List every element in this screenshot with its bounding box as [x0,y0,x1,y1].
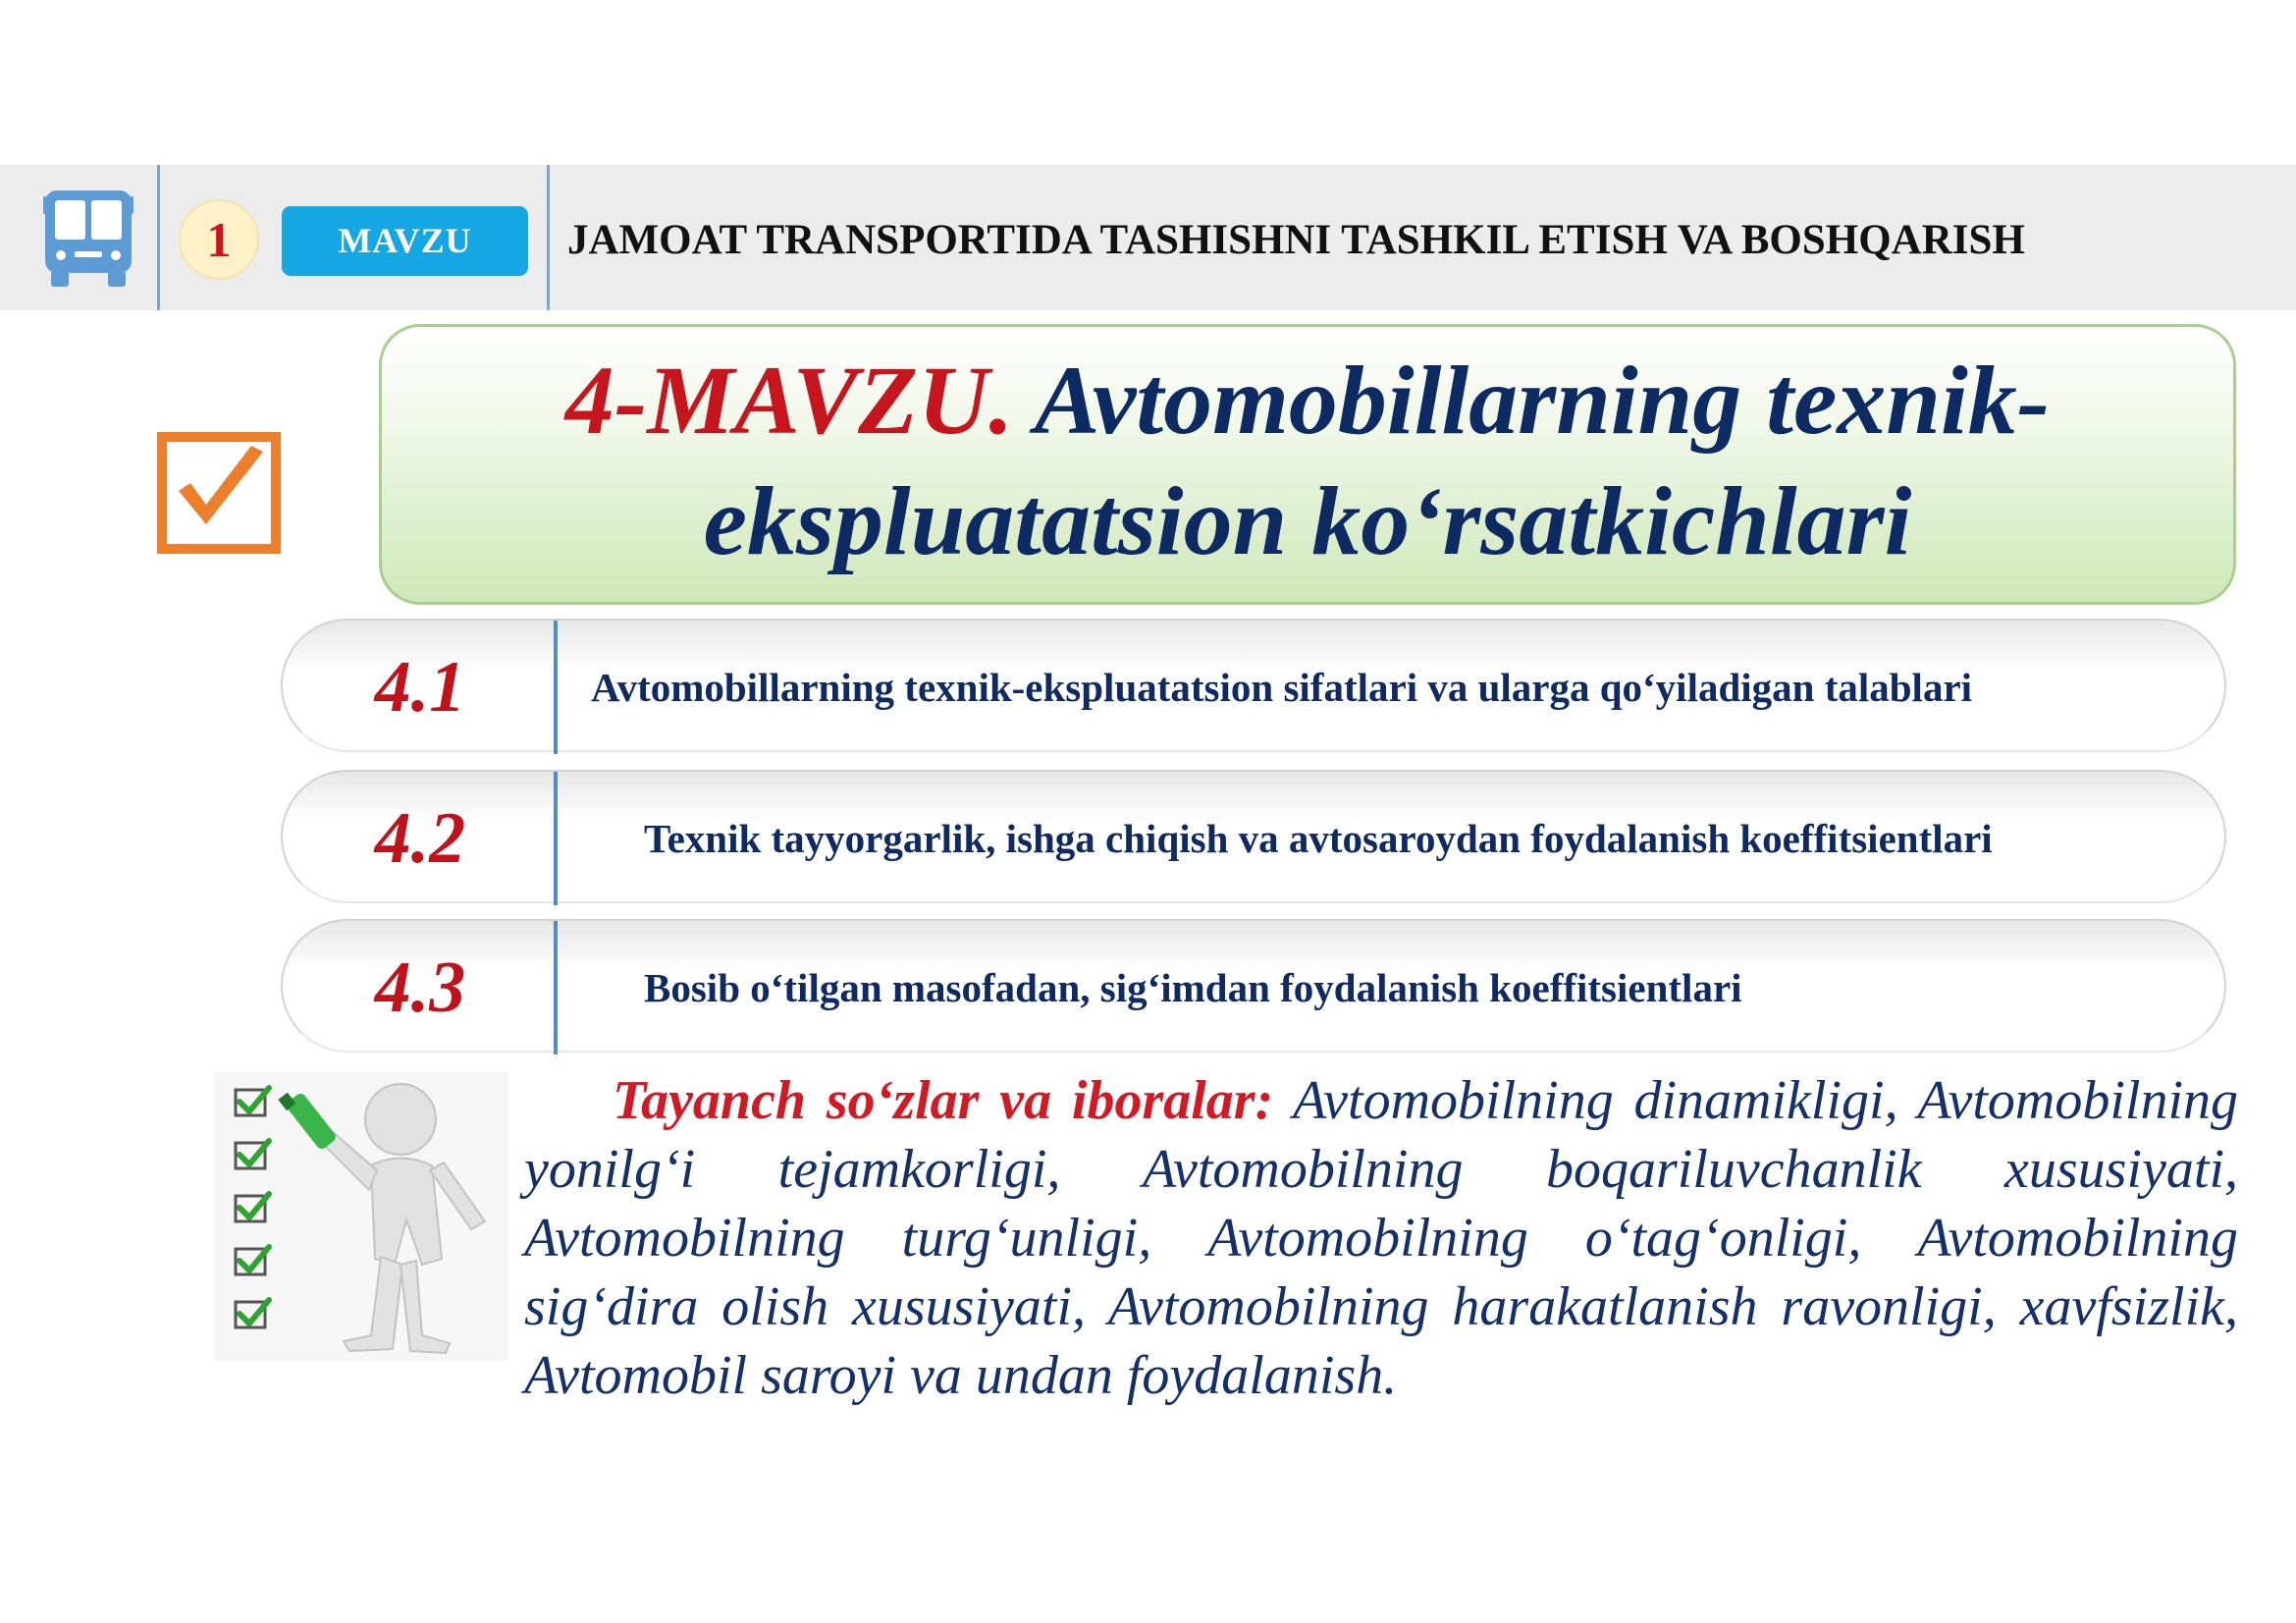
header-divider [157,165,160,310]
topic-title-panel [379,324,2236,605]
chapter-number-badge: 1 [179,199,259,280]
subtopic-item [281,919,2226,1053]
subtopic-divider [554,921,558,1055]
mavzu-tag: MAVZU [282,206,528,276]
keywords-lead: Tayanch so‘zlar va iboralar: [613,1070,1274,1131]
subtopic-text: Avtomobillarning texnik-ekspluatatsion sifatlari va ularga qo‘yiladigan talablari [591,665,1973,710]
keywords-paragraph [524,1066,2238,1410]
topic-title-line-1 [382,342,2233,460]
subtopic-item [281,619,2226,752]
subtopic-divider [554,772,558,905]
keywords-text: Avtomobilning dinamikligi, Avtomobilning yonilg‘i tejamkorligi, Avtomobilning boqariluvchanlik xususiyati, Avtomobilning turg‘unligi, Avtomobilning o‘tag‘onligi, Avtomobilning sig‘dira olish xususiyati, Avtomobilning harakatlanish ravonligi, xavfsizlik, Avtomobil saroyi va undan foydalanish. [524,1070,2239,1406]
subtopic-number: 4.3 [374,947,466,1028]
subtopic-text: Bosib o‘tilgan masofadan, sig‘imdan foydalanish koeffitsientlari [644,965,1742,1010]
bus-icon [41,187,135,289]
subtopic-number: 4.1 [374,647,466,728]
course-title: JAMOAT TRANSPORTIDA TASHISHNI TASHKIL ETISH VA BOSHQARISH [567,217,2025,263]
topic-title-part-1: Avtomobillarning texnik- [1034,346,2051,455]
topic-title-line-2: ekspluatatsion ko‘rsatkichlari [703,466,1912,575]
subtopic-divider [554,621,558,754]
subtopic-text: Texnik tayyorgarlik, ishga chiqish va avtosaroydan foydalanish koeffitsientlari [644,816,1993,861]
subtopic-item [281,770,2226,903]
header-divider [547,165,550,310]
topic-number-label: 4-MAVZU. [564,346,1014,455]
checklist-figure [214,1072,508,1362]
subtopic-number: 4.2 [374,798,466,879]
checkbox-icon [157,432,281,554]
